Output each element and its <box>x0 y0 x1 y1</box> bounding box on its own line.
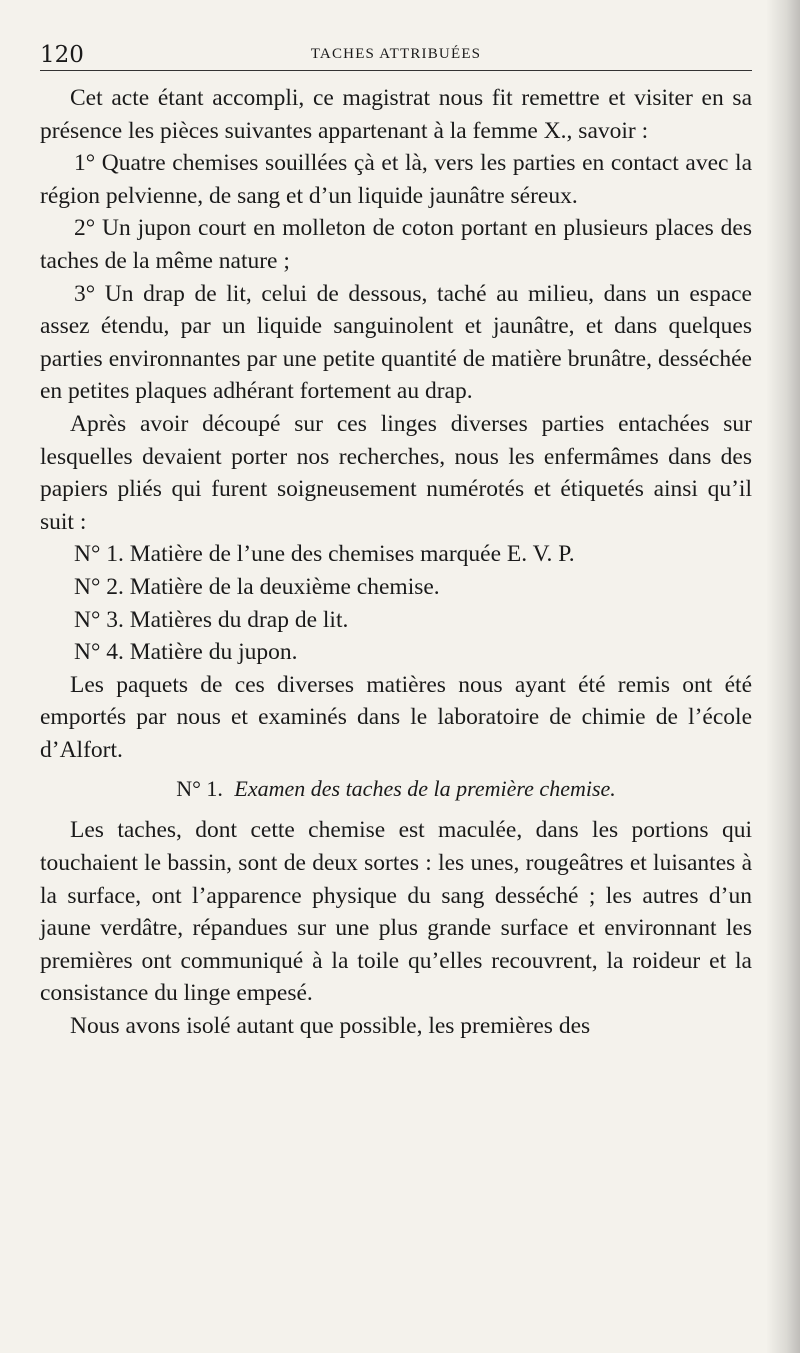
list-item: 1° Quatre chemises souillées çà et là, vers les parties en contact avec la région pelvienne, de sang et d’un liquide jaunâtre séreux. <box>40 150 752 209</box>
page-header <box>40 40 752 71</box>
paragraph: Les paquets de ces diverses matières nous ayant été remis ont été emportés par nous et examinés dans le laboratoire de chimie de l’école d’Alfort. <box>40 671 752 763</box>
section-heading <box>40 772 752 806</box>
paragraph: Nous avons isolé autant que possible, les premières des <box>70 1013 591 1040</box>
section-title: Examen des taches de la première chemise. <box>234 776 616 802</box>
label-item: N° 1. Matière de l’une des chemises marquée E. V. P. <box>74 541 575 568</box>
paragraph: Cet acte étant accompli, ce magistrat nous fit remettre et visiter en sa présence les pièces suivantes appartenant à la femme X., savoir : <box>40 85 752 144</box>
label-item: N° 4. Matière du jupon. <box>74 639 298 666</box>
label-item: N° 3. Matières du drap de lit. <box>74 606 349 633</box>
section-number: N° 1. <box>176 776 223 802</box>
running-head: TACHES ATTRIBUÉES <box>310 46 482 62</box>
label-item: N° 2. Matière de la deuxième chemise. <box>74 573 440 600</box>
paragraph: Les taches, dont cette chemise est maculée, dans les portions qui touchaient le bassin, sont de deux sortes : les unes, rougeâtres et luisantes à la surface, ont l’apparence physique du sang desséché ; les autres d’un jaune verdâtre, répandues sur une plus grande surface et environnant les premières ont communiqué à la toile qu’elles recouvrent, la roideur et la consistance du linge empesé. <box>40 817 752 1007</box>
paragraph: Après avoir découpé sur ces linges diverses parties entachées sur lesquelles devaient porter nos recherches, nous les enfermâmes dans des papiers pliés qui furent soigneusement numérotés et étiquetés ainsi qu’il suit : <box>40 410 752 535</box>
body-text <box>40 82 752 1043</box>
list-item: 2° Un jupon court en molleton de coton portant en plusieurs places des taches de la même nature ; <box>40 215 752 274</box>
list-item: 3° Un drap de lit, celui de dessous, taché au milieu, dans un espace assez étendu, par un liquide sanguinolent et jaunâtre, et dans quelques parties environnantes par une petite quantité de matière brunâtre, desséchée en petites plaques adhérant fortement au drap. <box>40 280 752 405</box>
page-number: 120 <box>40 42 84 68</box>
